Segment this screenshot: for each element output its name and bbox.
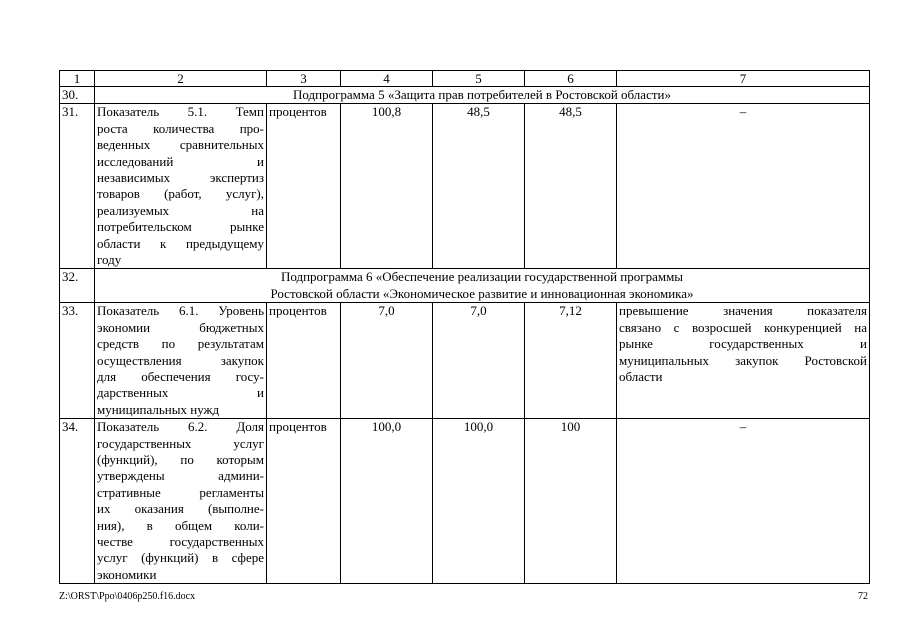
indicator-name <box>95 303 267 419</box>
text-line: утверждены админи- <box>97 468 264 484</box>
text-line: области к предыдущему <box>97 235 264 251</box>
text-line: независимых экспертиз <box>97 170 264 186</box>
value-col6: 100 <box>525 419 617 584</box>
text-line: честве государственных <box>97 533 264 549</box>
text-line: Ростовской области «Экономическое развитие и инновационная экономика» <box>270 285 694 301</box>
file-path: Z:\ORST\Ppo\0406p250.f16.docx <box>59 591 196 602</box>
text-line: Показатель 6.1. Уровень <box>97 303 264 319</box>
text-line: средств по результатам <box>97 336 264 352</box>
value-col5: 100,0 <box>433 419 525 584</box>
value-col4: 100,8 <box>341 104 433 269</box>
unit: процентов <box>267 419 341 584</box>
text-line: году <box>97 252 122 268</box>
text-line: области <box>619 368 663 384</box>
value-col4: 7,0 <box>341 303 433 419</box>
text-line: (функций), по которым <box>97 451 264 467</box>
unit: процентов <box>267 104 341 269</box>
indicator-name <box>95 104 267 269</box>
text-line: рынке государственных и <box>619 336 867 352</box>
col-header: 2 <box>95 71 267 87</box>
text-line: экономики <box>97 566 157 582</box>
subprogram-row <box>60 269 870 303</box>
indicator-row <box>60 419 870 584</box>
subprogram-title: Подпрограмма 5 «Защита прав потребителей в Ростовской области» <box>95 87 870 104</box>
col-header: 7 <box>617 71 870 87</box>
text-line: превышение значения показателя <box>619 303 867 319</box>
row-number: 31. <box>60 104 95 269</box>
text-line: товаров (работ, услуг), <box>97 186 264 202</box>
text-line: Показатель 6.2. Доля <box>97 419 264 435</box>
unit: процентов <box>267 303 341 419</box>
text-line: связано с возросшей конкуренцией на <box>619 319 867 335</box>
text-line: их оказания (выполне- <box>97 501 264 517</box>
text-line: муниципальных закупок Ростовской <box>619 352 867 368</box>
text-line: стративные регламенты <box>97 484 264 500</box>
indicator-name <box>95 419 267 584</box>
value-col4: 100,0 <box>341 419 433 584</box>
text-line: государственных услуг <box>97 435 264 451</box>
value-col6: 48,5 <box>525 104 617 269</box>
text-line: муниципальных нужд <box>97 401 220 417</box>
text-line: экономии бюджетных <box>97 319 264 335</box>
indicators-table <box>59 70 870 584</box>
indicator-row <box>60 104 870 269</box>
value-col5: 48,5 <box>433 104 525 269</box>
text-line: Подпрограмма 6 «Обеспечение реализации государственной программы <box>280 269 684 285</box>
comment: – <box>617 419 870 584</box>
text-line: Показатель 5.1. Темп <box>97 104 264 120</box>
text-line: исследований и <box>97 153 264 169</box>
col-header: 4 <box>341 71 433 87</box>
comment <box>617 303 870 419</box>
value-col5: 7,0 <box>433 303 525 419</box>
row-number: 34. <box>60 419 95 584</box>
col-header: 1 <box>60 71 95 87</box>
column-number-row <box>60 71 870 87</box>
text-line: осуществления закупок <box>97 352 264 368</box>
text-line: для обеспечения госу- <box>97 368 264 384</box>
text-line: веденных сравнительных <box>97 137 264 153</box>
row-number: 30. <box>60 87 95 104</box>
col-header: 6 <box>525 71 617 87</box>
subprogram-title <box>95 269 870 303</box>
text-line: услуг (функций) в сфере <box>97 550 264 566</box>
text-line: реализуемых на <box>97 202 264 218</box>
col-header: 3 <box>267 71 341 87</box>
col-header: 5 <box>433 71 525 87</box>
text-line: потребительском рынке <box>97 219 264 235</box>
text-line: дарственных и <box>97 385 264 401</box>
indicator-row <box>60 303 870 419</box>
row-number: 33. <box>60 303 95 419</box>
row-number: 32. <box>60 269 95 303</box>
comment: – <box>617 104 870 269</box>
value-col6: 7,12 <box>525 303 617 419</box>
text-line: ния), в общем коли- <box>97 517 264 533</box>
subprogram-row <box>60 87 870 104</box>
text-line: роста количества про- <box>97 120 264 136</box>
page-number: 72 <box>858 591 868 602</box>
